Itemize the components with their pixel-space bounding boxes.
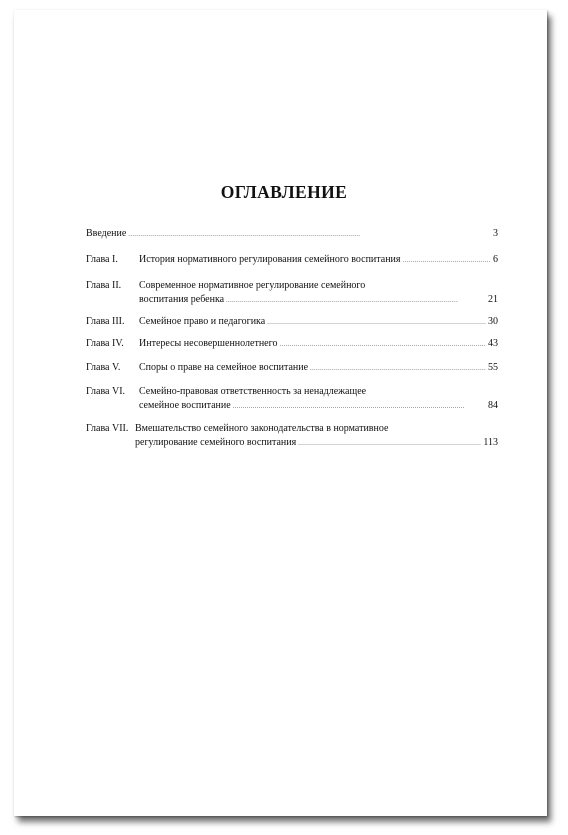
toc-entry-title-continued: семейное воспитание xyxy=(139,399,231,411)
dot-leader xyxy=(298,436,481,452)
toc-chapter-label: Глава VI. xyxy=(86,386,126,397)
toc-entry-title: Семейное право и педагогика xyxy=(139,316,266,327)
toc-entry-title: Семейно-правовая ответственность за ненадлежащее xyxy=(139,386,367,397)
toc-page-number: 30 xyxy=(488,316,498,327)
toc-chapter-label: Глава V. xyxy=(86,362,121,373)
dot-leader xyxy=(279,337,486,353)
dot-leader xyxy=(403,253,491,269)
toc-page-number: 21 xyxy=(488,293,498,305)
toc-entry-title: Интересы несовершеннолетнего xyxy=(139,338,278,349)
dot-leader xyxy=(233,399,486,415)
toc-entry-title: Введение xyxy=(86,228,127,239)
toc-chapter-label: Глава III. xyxy=(86,316,125,327)
dot-leader xyxy=(128,227,491,243)
toc-page-number: 43 xyxy=(488,338,498,349)
toc-page-number: 113 xyxy=(483,436,498,448)
dot-leader xyxy=(226,293,486,309)
toc-page-number: 55 xyxy=(488,362,498,373)
dot-leader xyxy=(310,361,486,377)
toc-chapter-label: Глава VII. xyxy=(86,423,129,434)
toc-entry-title: Вмешательство семейного законодательства в нормативное xyxy=(135,423,389,434)
page-title: ОГЛАВЛЕНИЕ xyxy=(220,182,348,202)
dot-leader xyxy=(267,315,486,331)
toc-page-number: 84 xyxy=(488,399,498,411)
toc-chapter-label: Глава I. xyxy=(86,254,118,265)
toc-chapter-label: Глава II. xyxy=(86,280,122,291)
toc-page-number: 6 xyxy=(493,254,498,265)
toc-entry-title: История нормативного регулирования семейного воспитания xyxy=(139,254,401,265)
toc-chapter-label: Глава IV. xyxy=(86,338,124,349)
toc-entry-title: Споры о праве на семейное воспитание xyxy=(139,362,309,373)
toc-page-number: 3 xyxy=(493,228,498,239)
toc-entry-title-continued: регулирование семейного воспитания xyxy=(135,436,297,448)
toc-entry-introduction xyxy=(86,227,498,241)
toc-entry-title: Современное нормативное регулирование семейного xyxy=(139,280,366,291)
toc-entry-title-continued: воспитания ребенка xyxy=(139,293,225,305)
